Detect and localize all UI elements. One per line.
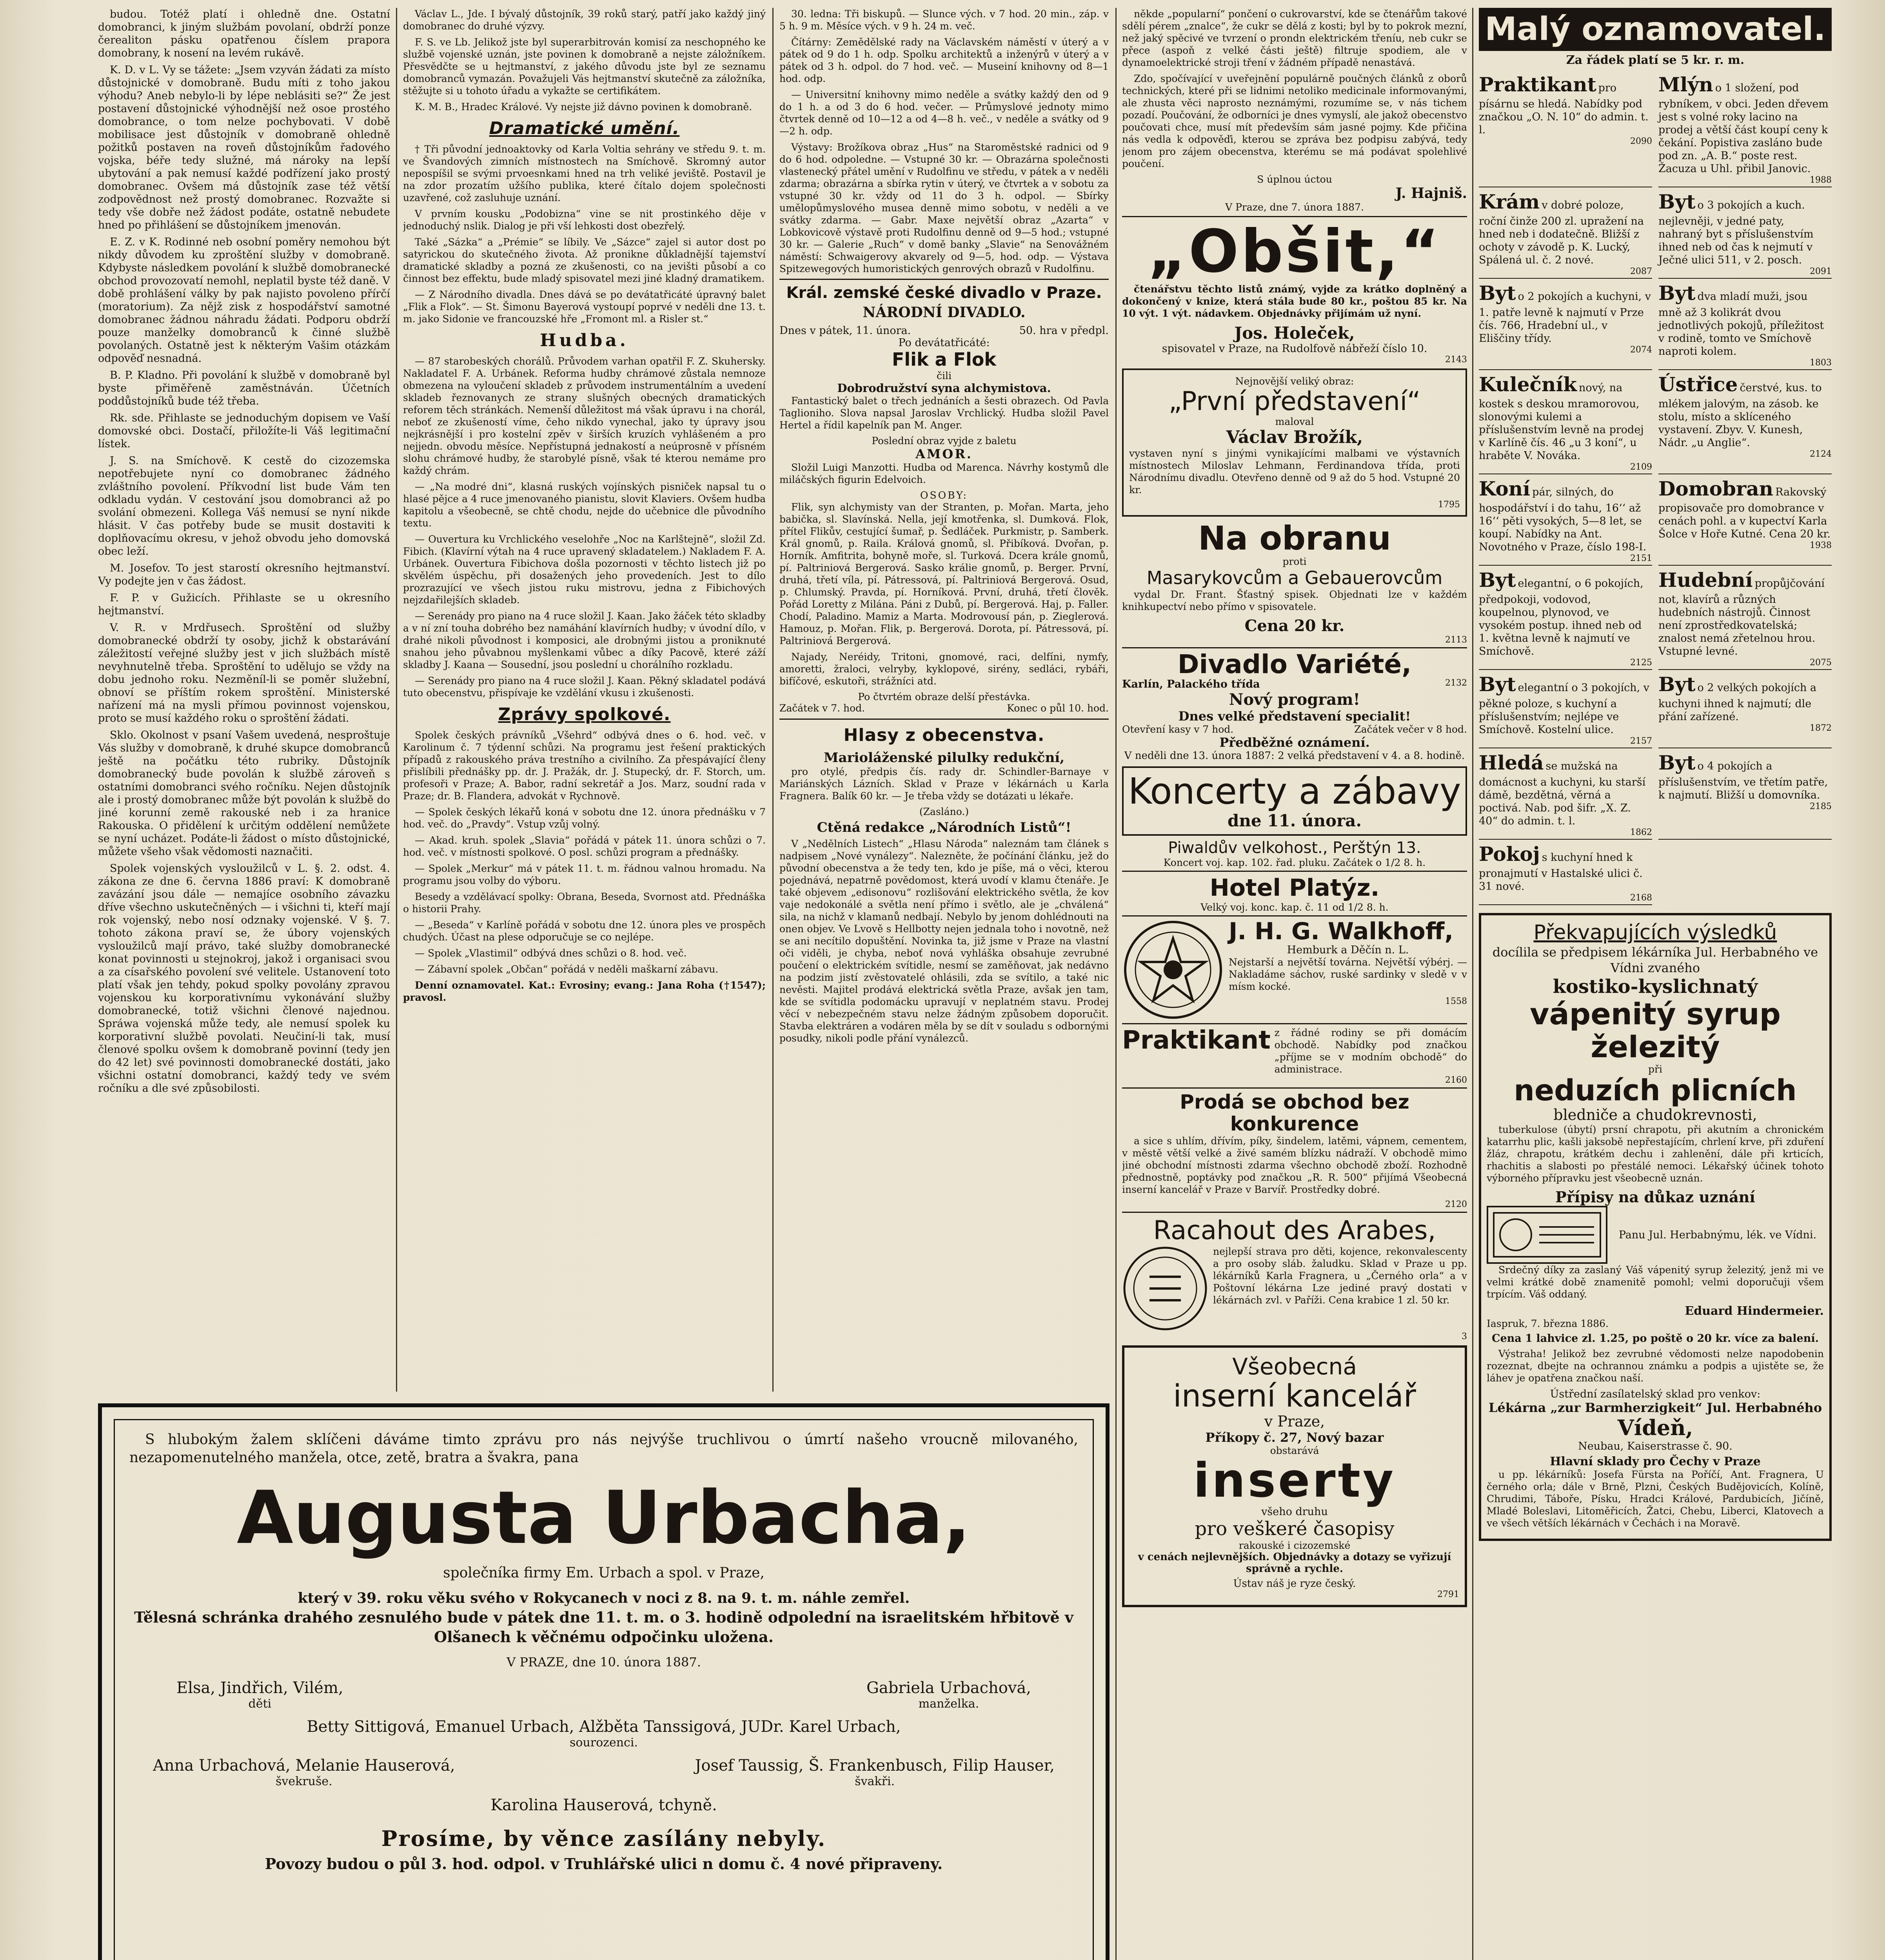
small-ad-lead: Hudební	[1658, 568, 1753, 592]
ad-herbabny	[1479, 913, 1832, 1541]
small-ad-lead: Praktikant	[1479, 73, 1596, 96]
calendar-line: Výstavy: Brožíkova obraz „Hus“ na Staroměstské radnici od 9 do 6 hod. odpoledne. — Vstupné 30 kr. — Obrazárna společnosti vlastenecký přátel umění v Rudolfinu ve středu, v pátek a v neděli zdarma; obrazárna a sbírka rytin v úterý, ve čtvrtek a v sobotu za vstupné 30 kr. vždy od 11 do 3 h. odpol. — Sbírky umělopůmyslového musea denně mimo sobotu, v neděli a ve svátky zdarma. — Gabr. Maxe největší obraz „Azarta“ v Lobkovicově výstavě proti Rudolfinu denně od 9—5 hod.; vstupné 30 kr. — Galerie „Ruch“ v domě banky „Slavie“ na Senovážném náměstí: Schwaigerovy akvarely od 9—5, hod. odp. — Výstava Spitzewegových humoristických genrových obrazů v Rudolfinu.	[779, 142, 1109, 274]
calendar-line: — Universitní knihovny mimo neděle a svátky každý den od 9 do 1 h. a od 3 do 6 hod. večer. — Průmyslové jednoty mimo čtvrtek denně od 10—12 a od 4—8 h. več., v neděle a svátky od 9—2 h. odp.	[779, 89, 1109, 137]
obituary-text1: který v 39. roku věku svého v Rokycanech v noci z 8. na 9. t. m. náhle zemřel.	[298, 1590, 910, 1606]
small-ad-text: čerstvé, kus. to mlékem jalovým, na zásob. ke stolu, místo a sklíceného vystavení. Zbyv. V. Kunesh, Nádr. „u Anglie“.	[1658, 382, 1822, 449]
small-ad-lead: Ústřice	[1658, 373, 1738, 396]
article-paragraph: — Serenády pro piano na 4 ruce složil J. Kaan. Pěkný skladatel podává tuto obecenstvu, přispívaje ke vzdělání vkusu i zkušenosti.	[403, 675, 766, 699]
article-paragraph: J. S. na Smíchově. K cestě do cizozemska nepotřebujete nyní co domobranec žádného zvláštního povolení. Příkvodní list bude Vám ten odkladu vydán. V cestování jsou domobranci až po svolání obmezeni. Kollega Váš nemusí se nyní nikde hlásit. V čas potřeby bude se musit dostaviti k doplňovacímu okresu, v jehož obvodu jeho domovská obec leží.	[98, 455, 390, 557]
small-ad-lead: Hledá	[1479, 751, 1544, 774]
small-ad-lead: Krám	[1479, 190, 1540, 213]
theatre-performance: 50. hra v předpl.	[1019, 325, 1109, 337]
small-ad-lead: Koní	[1479, 477, 1531, 500]
article-paragraph: — Spolek „Vlastimil“ odbývá dnes schůzi o 8. hod. več.	[415, 947, 687, 959]
ad-number: 2185	[1810, 802, 1832, 811]
small-ad-lead: Byt	[1479, 568, 1516, 592]
small-ad	[1479, 840, 1652, 905]
ad-concerts-title: Koncerty a zábavy	[1128, 770, 1461, 812]
letter-text: Zdo, spočívající v uveřejnění populárně poučných článků z oborů technických, které při se lidnimi netoliko medicinale informovanými, ale zhusta věci naprosto neznámými, rozumíme se, v nás tichem pozadí. Poučování, že odborníci je dnes vymyslí, ale jakož obecenstvo poučovati chce, musí mít především sám jasné pojmy. Kde přičina nás vedla k odpověďi, kterou se zpráva bez podpisu zabývá, tedy jenom pro zájem obecenstva, kterému se má podávat spolehlivé poučení.	[1122, 73, 1467, 169]
article-paragraph: — Serenády pro piano na 4 ruce složil J. Kaan. Jako žáček této skladby a v ní zní touha dobrého bez namáhání klavírních hudby; v úvodní dílo, v drahé nikoli původnost i komposici, ale drobnými jistou a proniknuté snahou jeho půvabnou myšlenkami vůbec a díky Pacově, které záží skladby J. Kaana — Sousední, jsou poslední u chorálního rozkladu.	[403, 610, 766, 670]
herb-trademark-icon	[1487, 1206, 1607, 1264]
ad-number: 3	[1462, 1332, 1467, 1341]
ad-number: 2132	[1445, 678, 1467, 688]
ad-obsit-text: čtenářstvu těchto listů známý, vyjde za krátko doplněný a dokončený v knize, která stála bude 80 kr., poštou 85 kr. Na 10 výt. 1 výt. nádavkem. Objednávky přijímám už nyní.	[1122, 283, 1467, 319]
ad-racahout-title: Racahout des Arabes,	[1153, 1215, 1436, 1245]
small-ad-text: o 2 pokojích a kuchyni, v 1. patře levně k najmutí v Prze čís. 766, Hradební ul., v Eliščiny třídy.	[1479, 290, 1651, 345]
small-ad	[1479, 187, 1652, 279]
ad-number: 2087	[1630, 267, 1652, 276]
obituary-karolina: Karolina Hauserová, tchyně.	[490, 1796, 717, 1814]
herb-sub: docílila se předpisem lékárníka Jul. Herbabného ve Vídni zvaného	[1492, 945, 1818, 975]
ad-number: 1872	[1810, 723, 1832, 733]
column-rule	[1115, 8, 1117, 1960]
column-rule	[772, 8, 774, 1392]
small-ad	[1658, 474, 1832, 566]
obituary-mid-role: sourozenci.	[570, 1736, 638, 1749]
ad-number: 1988	[1810, 175, 1832, 185]
obituary-sw-left: Anna Urbachová, Melanie Hauserová,	[153, 1757, 455, 1775]
zaslano-label: (Zasláno.)	[919, 806, 969, 817]
herb-letter: Srdečný díky za zaslaný Váš vápenitý syrup železitý, jenž mi ve velmi krátké době znamenitě pomohl; velmi doporučuji všem trpícím. Váš oddaný.	[1487, 1264, 1824, 1300]
ad-prvni-artist: Václav Brožík,	[1226, 427, 1363, 447]
theatre-start: Začátek v 7. hod.	[779, 702, 865, 714]
ad-holecek-name: Jos. Holeček,	[1234, 323, 1355, 343]
ad-walkhoff-addr: Hemburk a Děčín n. L.	[1287, 944, 1409, 956]
article-paragraph: F. P. v Gužicích. Přihlaste se u okresního hejtmanství.	[98, 592, 390, 617]
ad-obrana-text: vydal Dr. Frant. Šťastný spisek. Objednati lze v každém knihkupectví nebo přímo v spisovatele.	[1122, 589, 1467, 612]
article-paragraph: Sklo. Okolnost v psaní Vašem uvedená, nesproštuje Vás služby v domobraně, k druhé skupce domobranců ještě na počátku této rubriky. Důstojník domobranecký bude povolán k službě zároveň s ostatními domobranci svého ročníku. Nejen důstojník ale i prostý domobranec může být povolán k službě do jiné korunní země rakouské neb i za hranice Rakouska. O přidělení k určitým oddělení nemůžete se nyní ucházet. Podáte-li žádost o místo důstojnické, můžete všeho však vědomosti naznačiti.	[98, 729, 390, 858]
theatre-date: Dnes v pátek, 11. února.	[779, 325, 911, 337]
small-ad	[1658, 70, 1832, 187]
trademark-stamp-icon	[1492, 1211, 1602, 1258]
small-ad	[1479, 566, 1652, 670]
article-paragraph: — Spolek „Merkur“ má v pátek 11. t. m. řádnou valnou hromadu. Na programu jsou volby do výboru.	[403, 863, 766, 886]
ad-concerts-date: dne 11. února.	[1228, 811, 1362, 830]
theatre-or: čili	[937, 370, 952, 381]
article-paragraph: M. Josefov. To jest starostí okresního hejtmanství. Vy podejte jen v čas žádost.	[98, 562, 390, 587]
obituary-right-names: Gabriela Urbachová,	[866, 1679, 1031, 1697]
ad-number: 2157	[1630, 736, 1652, 746]
small-ad	[1658, 670, 1832, 748]
walkhoff-seal-icon	[1122, 919, 1224, 1021]
ad-number: 2151	[1630, 554, 1652, 563]
small-ad-text: Rakovský propisovače pro domobrance v cenách pohl. a v kupectví Karla Šolce v Hoře Kutné. Cena 20 kr.	[1658, 486, 1831, 540]
herb-main: Hlavní sklady pro Čechy v Praze	[1550, 1455, 1761, 1468]
small-ad	[1479, 279, 1652, 370]
ad-vseobecna-vseho: všeho druhu	[1261, 1506, 1328, 1518]
obituary-left-names: Elsa, Jindřich, Vilém,	[176, 1679, 343, 1697]
article-paragraph: — Zábavní spolek „Občan“ pořádá v neděli maškarní zábavu.	[415, 964, 719, 975]
ad-variete-line4: V neděli dne 13. února 1887: 2 velká představení v 4. a 8. hodině.	[1124, 750, 1465, 762]
article-paragraph: Besedy a vzdělávací spolky: Obrana, Beseda, Svornost atd. Přednáška o historii Prahy.	[403, 891, 766, 915]
article-paragraph: Václav L., Jde. I bývalý důstojník, 39 roků starý, patří jako každý jiný domobranec do druhé výzvy.	[403, 8, 766, 32]
ad-vseobecna-foot: Ústav náš je ryze český.	[1233, 1578, 1356, 1590]
ad-vseobecna-rak: rakouské i cizozemské	[1239, 1540, 1351, 1551]
ad-piwaldov-title: Piwaldův velkohost., Perštýn 13.	[1168, 839, 1421, 857]
herb-disease2: bledniče a chudokrevnosti,	[1553, 1106, 1757, 1123]
theatre-last: Poslední obraz vyjde z baletu	[872, 435, 1017, 446]
small-ad-lead: Byt	[1658, 751, 1696, 774]
small-ad	[1479, 70, 1652, 187]
small-ad-text: propůjčování not, klavírů a různých hudebních nástrojů. Činnost není zprostředkovatelská; znalost nemá zřetelnou hrou. Vstupné levné.	[1658, 577, 1825, 657]
article-paragraph: budou. Totéž platí i ohledně dne. Ostatní domobranci, k jiným službám povolaní, obdrží ponze čerealiton pásku opatřenou číslem prapora domobrany, k nosení na levém rukávě.	[98, 8, 390, 59]
ad-obrana-names: Masarykovcům a Gebauerovcům	[1146, 567, 1443, 588]
small-ads-header	[1479, 8, 1832, 51]
ad-vseobecna-obstara: obstarává	[1270, 1445, 1319, 1456]
ad-vseobecna-title: Všeobecná	[1232, 1353, 1357, 1380]
small-ad-text: o 2 velkých pokojích a kuchyni ihned k najmutí; dle přání zařízené.	[1658, 682, 1817, 723]
theatre-description: Fantastický balet o třech jednáních a šesti obrazech. Od Pavla Taglioniho. Slova napsal Jaroslav Vrchlický. Hudba složil Pavel Hertel a řídil kapelník pan M. Anger.	[779, 395, 1109, 431]
ad-prvni-title: „První představení“	[1168, 386, 1421, 416]
small-ad	[1658, 187, 1832, 279]
article-paragraph: V. R. v Mrdřusech. Sproštění od služby domobranecké obdrží ty osoby, jichž k obstarávání záležitostí veřejné služby jest v jich službách místě nevyhnutelně třeba. Sproštění to udělujo se vždy na dobu jednoho roku. Nezměníl-li se poměr služební, obnoví se příštím rokem sproštění. Ministerské nařízení má na mysli přímou povinnost vojenskou, proto se musí každého roku o sproštění žádati.	[98, 622, 390, 724]
small-ads-list	[1479, 70, 1832, 905]
obituary-mid-names: Betty Sittigová, Emanuel Urbach, Alžběta Tanssigová, JUDr. Karel Urbach,	[307, 1718, 901, 1736]
obituary-name: Augusta Urbacha,	[236, 1475, 971, 1560]
herb-title: Překvapujících výsledků	[1533, 921, 1777, 944]
ad-walkhoff-text: Nejstarší a největší továrna. Největší výbérj. — Nakladáme sáchov, ruské sardinky v sledě v v mísm kocké.	[1229, 956, 1467, 992]
article-paragraph: K. D. v L. Vy se tážete: „Jsem vzyván žádati za místo důstojnické v domobraně. Budu míti z toho jakou výhodu? Aneb nebylo-li by lépe neblásiti se?“ Že jest postavení důstojnické výhodnější než osoe prostého domobrance, o tom nelze pochybovati. V době mobilisace jest důstojník v domobraně ohledně požitků postaven na roveň důstojníkům řadového vojska, béře tedy služné, má nároky na lepší ubytování a pak nemusí každé podřízení jako prostý domobranec. Ovšem má důstojník zase též větší zodpovědnost než prostý domobranec. Rozvažte si tedy vše dobře než žádost podáte, ostatně nebudete hned po přihlášení se důstojníkem jmenován.	[98, 64, 390, 231]
small-ad-lead: Mlýn	[1658, 73, 1713, 96]
ad-variete-line3: Předběžné oznámení.	[1219, 735, 1370, 750]
ad-number: 2124	[1810, 449, 1832, 459]
signoff-date: V Praze, dne 7. února 1887.	[1225, 201, 1364, 213]
small-ad-lead: Pokoj	[1479, 842, 1540, 866]
ad-vseobecna-addr: Příkopy č. 27, Nový bazar	[1205, 1430, 1384, 1445]
small-ad-text: nový, na kostek s deskou mramorovou, slonovými kulemi a příslušenstvím levně na prodej v Karlíně čís. 46 „u 3 koní“, u hraběte V. Nováka.	[1479, 382, 1644, 462]
ad-variete-title: Divadlo Variété,	[1177, 649, 1412, 679]
article-paragraph: Spolek českých právníků „Všehrd“ odbývá dnes o 6. hod. več. v Karolinum č. 7 týdenní schůzi. Na programu jest řešení praktických případů z rakouského práva trestního a civilního. Za přespávající členy přislíbili přednášky pp. dr. J. Pražák, dr. J. Stupecký, dr. F. Storch, um. profesoři v Praze; A. Babor, radní sekretář a Jos. Marz, soudní rada v Praze; dr. B. Flandera, advokát v Rychnově.	[403, 730, 766, 802]
herb-disease: neduzích plicních	[1514, 1074, 1797, 1107]
ad-number: 2160	[1445, 1075, 1467, 1085]
obituary-footer2: Povozy budou o půl 3. hod. odpol. v Truhlářské ulici n domu č. 4 nové připraveny.	[265, 1855, 943, 1873]
article-paragraph: Také „Sázka“ a „Prémie“ se líbily. Ve „Sázce“ zajel si autor dost po satyrickou do skutečného života. Až pronikne důkladnější tajemství dramatické skladby a pozná ze zkušenosti, co na jevišti působí a co činnost bez effektu, bude mladý spisovatel mezi jiné kladný dramatikem.	[403, 236, 766, 284]
small-ad	[1479, 370, 1652, 474]
calendar-line: Čítárny: Zemědělské rady na Václavském náměstí v úterý a v pátek od 9 do 1 h. odp. Spolku architektů a inženýrů v úterý a v pátek od 3 h. odpol. do 7 hod. več. — Museiní knihovny od 8—1 hod. odp.	[779, 36, 1109, 84]
obituary-text2: Tělesná schránka drahého zesnulého bude v pátek dne 11. t. m. o 3. hodině odpolední na israelitském hřbitově v Olšanech k věčnému odpočinku uložena.	[134, 1608, 1074, 1646]
column-2	[403, 8, 766, 1396]
herb-sign: Eduard Hindermeier.	[1685, 1304, 1824, 1318]
herb-vienna-addr: Neubau, Kaiserstrasse č. 90.	[1578, 1440, 1732, 1452]
theatre-heading: Král. zemské české divadlo v Praze.	[786, 284, 1102, 302]
ad-text: pro otylé, předpis čís. rady dr. Schindler-Barnaye v Mariánských Lázních. Sklad v Praze v lékárnách u Karla Fragnera. Balík 60 kr. — Je třeba vždy se dotázati u lékaře.	[779, 766, 1109, 802]
ad-platyz-title: Hotel Platýz.	[1209, 874, 1380, 902]
ad-first-performance	[1122, 368, 1467, 517]
small-ad-lead: Byt	[1658, 281, 1696, 305]
herb-prize: Přípisy na důkaz uznání	[1555, 1188, 1755, 1206]
ad-number: 1803	[1810, 358, 1832, 368]
section-heading-societies: Zprávy spolkové.	[498, 704, 671, 724]
letter-text: V „Nedělních Listech“ „Hlasu Národa“ naleznám tam článek s nadpisem „Nové vynálezy“. Nalezněte, že počínání článku, jež do původní obecenstva a že tedy ten, kdo je píše, má o věci, kterou pojednává, nepatrně povědomost, která uvodí v klamu čtenáře. Je také objevem „edisonovu“ rozlišování elektrického světla, že kov vaje nedokonálé a světla není přímo i světlo, ale je „chválená“ sila, na nichž v klamanů nedbají. Nebylo by jenom dohlédnouti na onen objev. Ve Lvově s Hellbotty nejen jednala toho i novotně, než se ani necítilo dopuštění. Novinka ta, již jsme v Praze na vlastní oči viděli, je chyba, neboť nová vyhláška obsahuje zevrubné poučení o elektrickém svítidle, nesmí se zaměňovat, jak nedávno na podzim jistí zvěstovatelé ohlásili, zda se svítilo, a také nic nevěsti. Majitel prodává elektrická světla Praze, avšak jen tam, kde se svítidla podomácku upravují v neplatném stavu. Prodej věcí v nebezpečném stavu nelze žádným způsobem doporučit. Stavba elektráren a vodáren měla by se dít v souladu s odbornými posudky, nikoli podle přání vynálezců.	[779, 838, 1109, 1044]
article-paragraph: Rk. sde. Přihlaste se jednoduchým dopisem ve Vaší domovské obci. Dostačí, přiložíte-li Váš legitimační lístek.	[98, 412, 390, 450]
theatre-end: Konec o půl 10. hod.	[1007, 702, 1109, 714]
signoff-name: J. Hajniš.	[1395, 185, 1467, 201]
obituary-sw-left-role: švekruše.	[276, 1775, 332, 1788]
ad-number: 2091	[1810, 267, 1832, 276]
section-heading-drama: Dramatické umění.	[489, 118, 680, 138]
small-ad-lead: Domobran	[1658, 477, 1774, 500]
ad-prvni-text: vystaven nyní s jinými vynikajícími malbami ve výstavních místnostech Miloslav Lehmann, Ferdinandova třída, proti Národnímu divadlu. Otevřeno denně od 9 až do 5 hod. Vstupné 20 kr.	[1129, 448, 1460, 495]
section-heading-music: Hudba.	[540, 330, 629, 350]
small-ad	[1479, 670, 1652, 748]
small-ad-text: dva mladí muži, jsou mně až 3 kolikrát dvou jednotlivých pokojů, příležitost v rodině, tomto ve Smíchově naproti kolem.	[1658, 290, 1824, 358]
theatre-subheading: NÁRODNÍ DIVADLO.	[863, 304, 1026, 321]
article-paragraph: — 87 starobeských chorálů. Průvodem varhan opatřil F. Z. Skuhersky. Nakladatel F. A. Urbánek. Reforma hudby chrámové zůstala nemnoze obmezena na vyloučení skladeb z průvodem instrumentálním a uvedení skladeb řeznovanych ze strany slušných obecných dramatických reforem těch stránkách. Nemenší důležitost má však úpravu i na chorál, neboť ze zkušeností víme, čeho nikdo vynechal, jako ty úpravy jsou nejkrásnější i pro kostelní zpěv v širších kruzích vyhlášeném a pro nejjedn. obvodu měsíce. Nepřístupná jednakostí a neúprosně v přísném slohu chrámové hudby, že starobylé písně, však té kterou nemáme pro každý chrám.	[403, 356, 766, 476]
small-ad-lead: Kulečník	[1479, 373, 1577, 396]
column-1	[98, 8, 390, 1396]
ad-praktikant-text: z řádné rodiny se při domácím obchodě. Nabídky pod značkou „příjme se v modním obchodě“ do administrace.	[1274, 1027, 1467, 1075]
theatre-times: Po devátatřicáté:	[898, 337, 990, 349]
ad-number: 1795	[1438, 500, 1460, 510]
letter-salutation: Ctěná redakce „Národních Listů“!	[817, 820, 1071, 835]
ad-prodej-text: a sice s uhlím, dřívím, píky, šindelem, latěmi, vápnem, cementem, v městě větší velké a živé samém blízku nádraží. V obchodě mimo jiné obchodní místnosti zdarma všechno obchodě zboží. Rozhodně přednostně, poptávky pod značkou „R. R. 500“ přijímá Všeobecná inserní kancelář v Praze v Barvíř. Prostředky dobré.	[1122, 1135, 1467, 1195]
ad-prvni-small: Nejnovější veliký obraz:	[1235, 376, 1354, 387]
daily-calendar-note: Denní oznamovatel. Kat.: Evrosiny; evang.: Jana Roha (†1547); pravosl.	[403, 980, 766, 1003]
obituary-sw-right-role: švakři.	[855, 1775, 895, 1788]
herb-pri: při	[1648, 1063, 1662, 1075]
herb-warning: Výstraha! Jelikož bez zevrubné vědomosti nelze napodobenin rozeznat, dbejte na ochrannou známku a podpis a ujistěte se, že láhev je opatřena značkou naší.	[1487, 1348, 1824, 1384]
small-ad-text: pro písárnu se hledá. Nabídky pod značkou „O. N. 10“ do admin. t. l.	[1479, 82, 1649, 136]
herb-price: Cena 1 lahvice zl. 1.25, po poště o 20 kr. více za balení.	[1491, 1332, 1819, 1345]
article-paragraph: — „Na modré dni“, klasná ruských vojínských pisniček napsal tu o hlasé pějce a 4 ruce jmenovaného pianistu, slovit Klaviers. Ovšem hudba kapitolu a všeobecně, se chtě chodu, nejde do učebnice dle původního textu.	[403, 481, 766, 529]
small-ad-text: elegantní, o 6 pokojích, předpokoji, vodovod, koupelnou, plynovod, ve vysokém postup. ihned neb od 1. května levně k najmutí ve Smíchově.	[1479, 577, 1643, 657]
small-ad-text: o 4 pokojích a příslušenstvím, ve třetím patře, k najmutí. Bližší u domovníka.	[1658, 760, 1828, 801]
herb-depot: Ústřední zasílatelský sklad pro venkov:	[1550, 1388, 1761, 1400]
article-paragraph: — Ouvertura ku Vrchlického veselohře „Noc na Karlštejně“, složil Zd. Fibich. (Klavírní výtah na 4 ruce upravený skladatelem.) Nakladem F. A. Urbánek. Ouvertura Fibichova došla pozornosti v těchto listech již po skvělém úspěchu, při dosažených jeho provedeních. Jest to dílo prozrazující ve všech jistou ruku mistrovu, jedna z Fibichových nejzdařilejších skladeb.	[403, 534, 766, 606]
ad-obrana-title: Na obranu	[1198, 519, 1391, 557]
small-ad	[1479, 474, 1652, 566]
obituary-sw-right: Josef Taussig, Š. Frankenbusch, Filip Hauser,	[695, 1757, 1055, 1775]
small-ad-lead: Byt	[1479, 673, 1516, 696]
racahout-seal-icon	[1122, 1245, 1208, 1332]
ad-prodej-title: Prodá se obchod bez konkurence	[1180, 1091, 1409, 1135]
ad-concerts	[1122, 766, 1467, 836]
small-ad-lead: Byt	[1658, 190, 1696, 213]
calendar-line: 30. ledna: Tři biskupů. — Slunce vých. v 7 hod. 20 min., záp. v 5 h. 9 m. Měsíce vých. v 9 h. 24 m. več.	[779, 8, 1109, 32]
ad-obrana-proti: proti	[1282, 556, 1307, 567]
small-ad	[1479, 748, 1652, 840]
ad-obrana-price: Cena 20 kr.	[1244, 617, 1345, 635]
signoff-prefix: S úplnou úctou	[1257, 174, 1332, 185]
small-ad-text: se mužská na domácnost a kuchyni, ku starší dámě, bezdětná, věrná a poctivá. Nab. pod šifr. „X. Z. 40“ do admin. t. l.	[1479, 760, 1646, 827]
ad-inserni-kancelar	[1122, 1345, 1467, 1607]
ad-vseobecna-city: v Praze,	[1264, 1413, 1325, 1430]
obituary-content	[129, 1431, 1078, 1960]
small-ads-subtitle: Za řádek platí se 5 kr. r. m.	[1566, 53, 1745, 67]
herb-city: Iaspruk, 7. března 1886.	[1487, 1318, 1609, 1329]
small-ad	[1658, 748, 1832, 840]
section-heading-letters: Hlasy z obecenstva.	[843, 725, 1045, 745]
article-paragraph: E. Z. v K. Rodinné neb osobní poměry nemohou být nikdy důvodem ku zproštění služby v domobraně. Kdybyste následkem povolání k službě domobranecké obchod provozovatí nemohl, neplatil byste též daně. V době prohlášení války by pak najisto povoleno přírčí (moratorium). Za nějž zisk z hospodářství samotné domobranec žádnou náhradu žádati. Podporu obdrží pouze manželky domobranců k činné službě povolaných. Ostatně jest k některým Vašim otázkám odpověď nesnadná.	[98, 236, 390, 365]
theatre-subtitle: Dobrodružství syna alchymistova.	[837, 381, 1051, 395]
small-ad-text: o 3 pokojích a kuch. nejlevněji, v jedné paty, nahraný byt s příslušenstvím ihned neb od čas k nejmutí v Ječné ulici 511, v 2. posch.	[1658, 199, 1814, 266]
ad-vseobecna-title2: inserní kancelář	[1173, 1379, 1416, 1414]
ad-number: 1862	[1630, 828, 1652, 837]
letter-text: někde „popularní“ pončení o cukrovarství, kde se čtenářům takové sdělí pérem „znalce“, že cukr se dělá z kosti; byl by to pokrok mezní, než jaký spěcivé ve tvrzení o prondn elektrickém třeníu, neb cukr se přece (aspoň z velké části ještě) filtruje spodiem, ale v dynamoelektrické stroji tření v žádném případě nenastává.	[1122, 8, 1467, 68]
herb-main-list: u pp. lékárníků: Josefa Fürsta na Poříčí, Ant. Fragnera, U černého orla; dále v Brně, Plzni, Českých Budějovicích, Kolíně, Chrudimi, Táboře, Písku, Hradci Králové, Pardubicích, Jičíně, Mladé Boleslavi, Litoměřicích, Žatci, Chebu, Liberci, Klatovech a ve všech větších lékárnách v Čechách i na Moravě.	[1487, 1469, 1824, 1529]
ad-holecek-addr: spisovatel v Praze, na Rudolfově nábřeží číslo 10.	[1162, 343, 1427, 355]
ad-variete-addr: Karlín, Palackého třída	[1122, 678, 1260, 690]
ad-variete-line1: Nový program!	[1229, 690, 1360, 709]
article-paragraph: Spolek vojenských vysloužilců v L. §. 2. odst. 4. zákona ze dne 6. června 1886 praví: K domobraně zavázání jsou dále — nemajíce osobního závazku dříve všechno uskutečněných — i všichni ti, kteří mají rok vojenský, nebo nosí odznaky vojenské. V §. 7. tohoto zákona praví se, že úbory vojenských vysloužilců mají právo, také služby domobranecké konat povinnosti u stejnokroj, jakož i organisaci svou a za císařského povolení své velitele. Ustanovení toto platí však jen tehdy, pokud spolky povolány zpravou vojenskou ku korporativnímu vykonávání služby domobranecké, totiž všichni členové najednou. Spráwa vojenská může tedy, ale nemusí spolek ku korporativní službě povolati. Neučiní-li tak, musí členové spolku ovšem k domobraně povinní (tedy jen do 42 let) své povinnosti domobranecké dostáti, jako všichni ostatní domobranci, každý tedy ve svém ročníku a dle své způsobilosti.	[98, 862, 390, 1094]
obituary-footer1: Prosíme, by věnce zasílány nebyly.	[381, 1826, 826, 1851]
obituary-firm: společníka firmy Em. Urbach a spol. v Praze,	[443, 1565, 765, 1581]
obituary-right-role: manželka.	[918, 1697, 979, 1711]
small-ad	[1658, 566, 1832, 670]
small-ad-text: pár, silných, do hospodářství i do tahu, 16‘‘ až 16‘‘ pěti vysokých, 5—8 let, se koupí. Nabídky na Ant. Novotného v Praze, číslo 198-I.	[1479, 486, 1647, 553]
column-5	[1479, 8, 1832, 1960]
theatre-title: Flik a Flok	[892, 349, 996, 370]
ad-walkhoff-name: J. H. G. Walkhoff,	[1229, 918, 1454, 945]
theatre-cast: Najady, Neréidy, Tritoni, gnomové, raci, delfíni, nymfy, amoretti, žraloci, velryby, kyklopové, sirény, sedláci, rybáři, bifíčové, eskutoři, strážníci atd.	[779, 651, 1109, 687]
herb-product: vápenitý syrup železitý	[1529, 996, 1781, 1064]
ad-title: Marioláženské pilulky redukční,	[823, 750, 1065, 766]
ad-number: 2090	[1630, 136, 1652, 146]
small-ads-title: Malý oznamovatel.	[1485, 11, 1826, 48]
ad-number: 2125	[1630, 658, 1652, 668]
ad-number: 2074	[1630, 345, 1652, 355]
theatre-cast: Flik, syn alchymisty van der Stranten, p. Mořan. Marta, jeho babička, sl. Slavínská. Nella, její kmotřenka, sl. Dumková. Flok, přítel Flikův, cestující šumař, p. Šedláček. Purkmistr, p. Samberk. Král gnomů, p. Raila. Králová gnomů, sl. Přibíková. Dvořan, p. Horník. Amfitrita, bohyně moře, sl. Turková. Dcera krále gnomů, pí. Paltriniová Bergerová. Sasko králie gnomů, p. Berger. První, druhá, třetí víla, pí. Pátressová, pí. Paltriniová Bergerová. Osud, p. Chlumský. Pravda, pí. Horníková. První, druhá, třetí člověk. Pořád Loretty z Milána. Páni z Dubů, pí. Bergerová. Haj, p. Faller. Chodí, Paladino. Mamiz a Marta. Modrovousí pán, p. Zieglerová. Hamouz, p. Mořan. Flik, p. Bergerová. Dorota, pí. Pátressová, pí. Paltriniová Bergerová.	[779, 501, 1109, 646]
article-paragraph: K. M. B., Hradec Králové. Vy nejste již dávno povinen k domobraně.	[415, 101, 752, 113]
ad-variete-line2: Dnes velké představení specialit!	[1178, 709, 1411, 724]
small-ad-text: s kuchyní hned k pronajmutí v Hastalské ulici č. 31 nové.	[1479, 851, 1643, 893]
ad-number: 1938	[1810, 541, 1832, 550]
ad-obsit-title: „Obšit,“	[1148, 218, 1442, 286]
small-ad-text: elegantní o 3 pokojích, v pěkné poloze, s kuchyní a příslušenstvím; nejlépe ve Smíchově. Kostelní ulice.	[1479, 682, 1650, 736]
obituary-left-role: děti	[248, 1697, 272, 1711]
ad-number: 1558	[1445, 996, 1467, 1006]
ad-number: 2113	[1445, 635, 1467, 645]
ad-number: 2120	[1445, 1200, 1467, 1209]
small-ad-text: o 1 složení, pod rybníkem, v obci. Jeden dřevem jest s volné roky lacino na prodej a větší část koupí ceny k čekání. Popistiva zasláno bude pod zn. „A. B.“ poste rest. Žacuza u Uhl. přibil Janovic.	[1658, 82, 1829, 175]
ad-number: 2109	[1630, 462, 1652, 472]
article-paragraph: — Z Národního divadla. Dnes dává se po devátatřicáté úpravný balet „Flik a Flok“. — St. Šimonu Bayerová vystoupí poprvé v neděli dne 13. t. m. jako Sidonie ve francouzské hře „Fromont ml. a Risler st.“	[403, 289, 766, 325]
herb-text: tuberkulose (úbytí) prsní chrapotu, při akutním a chronickém katarrhu plic, kašli jaksobě nepřestajícím, chrlení krve, při zduření žláz, chrapotu, krátkém dechu i zahlenění, dále při krticích, rhachitis a slabosti po přestálé nemoci. Lékařský účinek tohoto výborného přípravku jest všeobecně uznán.	[1487, 1124, 1824, 1184]
theatre-interval: Po čtvrtém obraze delší přestávka.	[858, 691, 1030, 702]
ad-prvni-maloval: maloval	[1275, 416, 1314, 427]
small-ad	[1658, 370, 1832, 474]
herb-name: kostiko-kyslichnatý	[1553, 976, 1758, 998]
ad-platyz-text: Velký voj. konc. kap. č. 11 od 1/2 8. h.	[1200, 902, 1389, 913]
herb-prize-name: Panu Jul. Herbabnýmu, lék. ve Vídni.	[1618, 1229, 1817, 1241]
ad-walkhoff	[1122, 919, 1467, 1021]
ad-vseobecna-inserty: inserty	[1193, 1454, 1396, 1508]
column-3	[779, 8, 1109, 1397]
ad-number: 2791	[1437, 1590, 1459, 1599]
theatre-osoby: OSOBY:	[920, 490, 968, 501]
ad-variete-start: Začátek večer v 8 hod.	[1354, 724, 1467, 735]
article-paragraph: — Akad. kruh. spolek „Slavia“ pořádá v pátek 11. února schůzi o 7. hod. več. v místnosti spolkové. O posl. schůzi program a přednášky.	[403, 835, 766, 858]
small-ad-lead: Byt	[1479, 281, 1516, 305]
herb-depot-name: Lékárna „zur Barmherzigkeit“ Jul. Herbabného	[1488, 1400, 1822, 1415]
ad-number: 2143	[1445, 355, 1467, 365]
article-paragraph: — Spolek českých lékařů koná v sobotu dne 12. února přednášku v 7 hod. več. do „Pravdy“. Vstup vzůj volný.	[403, 806, 766, 830]
ad-vseobecna-text: v cenách nejlevnějších. Objednávky a dotazy se vyřizují správně a rychle.	[1138, 1551, 1451, 1575]
obituary-intro: S hlubokým žalem sklíčeni dáváme timto zprávu pro nás nejvýše truchlivou o úmrtí našeho vroucně milovaného, nezapomenutelného manžela, otce, zetě, bratra a švakra, pana	[129, 1432, 1078, 1466]
article-paragraph: V prvním kousku „Podobizna“ vine se nit prostinkého děje v jednoduchý nslik. Dialog je při vší lehkosti dost obezřelý.	[403, 208, 766, 232]
theatre-credits: Složil Luigi Manzotti. Hudba od Marenca. Návrhy kostymů dle miláčských figurin Edelvoich.	[779, 462, 1109, 485]
small-ad-lead: Byt	[1658, 673, 1696, 696]
herb-vienna: Vídeň,	[1617, 1415, 1693, 1440]
ad-number: 2168	[1630, 893, 1652, 903]
ad-number: 2075	[1810, 658, 1832, 668]
column-rule	[396, 8, 397, 1392]
article-paragraph: B. P. Kladno. Při povolání k službě v domobraně byl byste přiměřeně zaměstnáván. Účetních poddůstojníků bude též třeba.	[98, 369, 390, 407]
column-4	[1122, 8, 1467, 1960]
ad-racahout-text: nejlepší strava pro děti, kojence, rekonvalescenty a pro osoby sláb. žaludku. Sklad v Praze u pp. lékárníků Karla Fragnera, u „Černého orla“ a v Poštovní lékárna Lze jediné pravý dostati v lékárnách zvl. v Paříži. Cena krabice 1 zl. 50 kr.	[1213, 1246, 1467, 1306]
ad-vseobecna-pro: pro veškeré časopisy	[1195, 1518, 1395, 1540]
article-paragraph: † Tři původní jednoaktovky od Karla Voltia sehrány ve středu 9. t. m. ve Švandových zimních místnostech na Smíchově. Skromný autor nepospíšil se svými prvoesnkami hned na trh veliké jeviště. Postavil je na zdor prozatím užšího publika, které čítalo dojem společnosti uzavřené, což zasluhuje uznání.	[403, 143, 766, 203]
article-paragraph: F. S. ve Lb. Jelikož jste byl superarbitrován komisí za neschopného ke službě vojenské uznán, jste povinen k domobraně a nejste záložníkem. Přesvědčte se u hejtmanství, z jakého důvodu jste byl ze seznamu domobranců vymazán. Považujeli Vás hejtmanství skutečně za záložníka, stěžujte si u tohoto úřadu a vykažte se certifikátem.	[403, 36, 766, 96]
ad-piwaldov-text: Koncert voj. kap. 102. řad. pluku. Začátek o 1/2 8. h.	[1163, 857, 1426, 868]
theatre-amor: AMOR.	[915, 446, 973, 461]
obituary-date: V PRAZE, dne 10. února 1887.	[507, 1655, 701, 1670]
column-rule	[1472, 8, 1473, 1960]
small-ad	[1658, 279, 1832, 370]
small-ad-text: v dobré poloze, roční činže 200 zl. upražení na hned neb i dodatečně. Bližší z ochoty v závodě p. K. Lucký, Spálená ul. č. 2 nové.	[1479, 199, 1644, 266]
ad-variete-open: Otevření kasy v 7 hod.	[1122, 724, 1234, 735]
article-paragraph: — „Beseda“ v Karlíně pořádá v sobotu dne 12. února ples ve prospěch chudých. Účast na plese odporučuje se co nejlépe.	[403, 919, 766, 943]
ad-praktikant-title: Praktikant	[1122, 1026, 1271, 1055]
